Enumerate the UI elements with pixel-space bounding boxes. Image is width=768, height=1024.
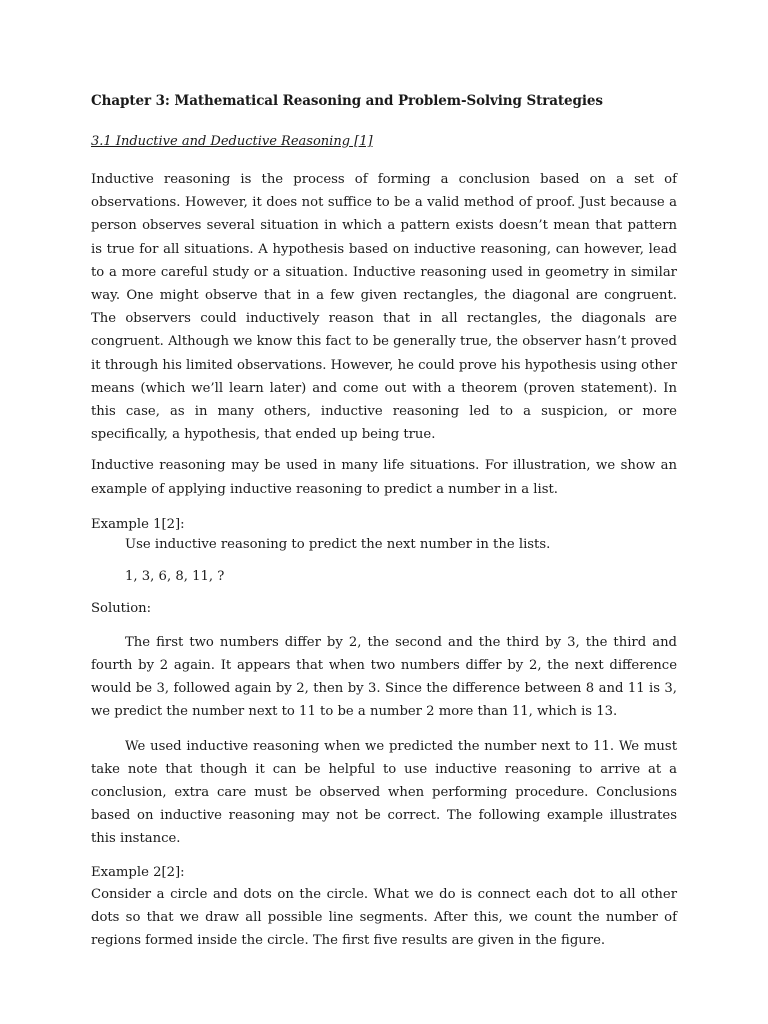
example-1-sequence: 1, 3, 6, 8, 11, ?	[125, 568, 225, 584]
solution-label: Solution:	[91, 600, 152, 616]
example-1-label: Example 1[2]:	[91, 516, 185, 532]
chapter-title: Chapter 3: Mathematical Reasoning and Problem-Solving Strategies	[91, 93, 603, 109]
solution-paragraph-2: We used inductive reasoning when we predicted the number next to 11. We must take note that though it can be helpful to use inductive reasoning to arrive at a conclusion, extra care must be observed when performing procedure. Conclusions based on inductive reasoning may not be correct. The following example illustrates this instance.	[91, 738, 677, 847]
document-page	[91, 88, 677, 952]
life-situations-paragraph: Inductive reasoning may be used in many life situations. For illustration, we show an example of applying inductive reasoning to predict a number in a list.	[91, 458, 677, 497]
section-heading: 3.1 Inductive and Deductive Reasoning [1]	[91, 134, 373, 149]
example-1-instruction: Use inductive reasoning to predict the next number in the lists.	[125, 536, 551, 552]
solution-paragraph-1: The first two numbers differ by 2, the second and the third by 3, the third and fourth by 2 again. It appears that when two numbers differ by 2, the next difference would be 3, followed again by 2, then by 3. Since the difference between 8 and 11 is 3, we predict the number next to 11 to be a number 2 more than 11, which is 13.	[91, 634, 677, 720]
example-2-label: Example 2[2]:	[91, 864, 185, 880]
intro-paragraph: Inductive reasoning is the process of forming a conclusion based on a set of observations. However, it does not suffice to be a valid method of proof. Just because a person observes several situation in which a pattern exists doesn’t mean that pattern is true for all situations. A hypothesis based on inductive reasoning, can however, lead to a more careful study or a situation. Inductive reasoning used in geometry in similar way. One might observe that in a few given rectangles, the diagonal are congruent. The observers could inductively reason that in all rectangles, the diagonals are congruent. Although we know this fact to be generally true, the observer hasn’t proved it through his limited observations. However, he could prove his hypothesis using other means (which we’ll learn later) and come out with a theorem (proven statement). In this case, as in many others, inductive reasoning led to a suspicion, or more specifically, a hypothesis, that ended up being true.	[91, 172, 677, 443]
example-2-text: Consider a circle and dots on the circle. What we do is connect each dot to all other dots so that we draw all possible line segments. After this, we count the number of regions formed inside the circle. The first five results are given in the figure.	[91, 886, 677, 949]
